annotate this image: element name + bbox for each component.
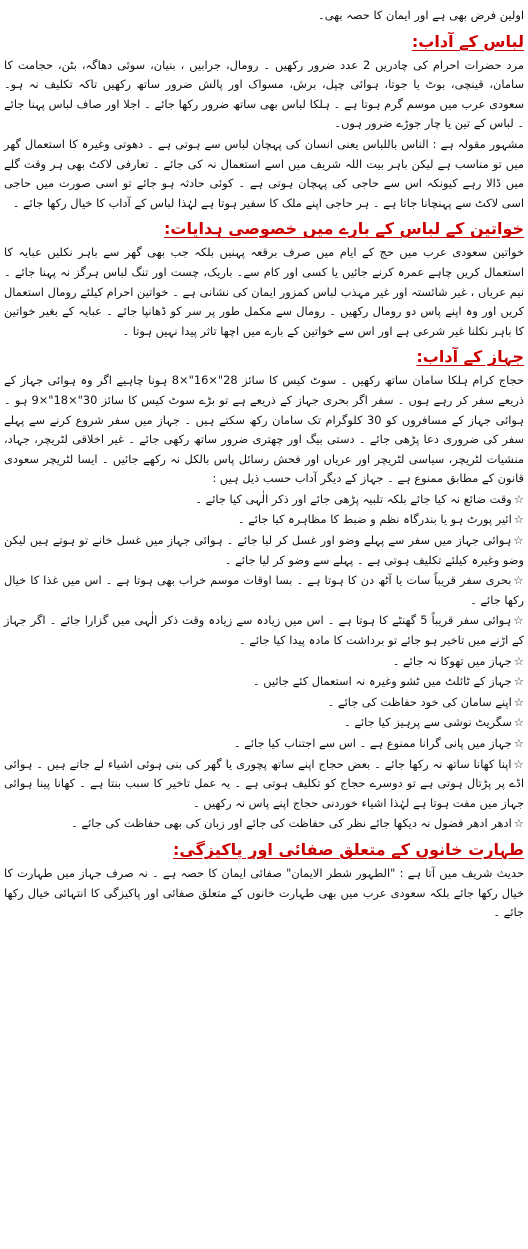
paragraph: خواتین سعودی عرب میں حج کے ایام میں صرف برقعہ پہنیں بلکہ جب بھی گھر سے باہر نکلیں عبایہ کا استعمال کریں چاہے عمرہ کرنے جائیں یا کسی اور کام سے۔ باریک، چست اور تنگ لباس ہرگز نہ پہنا جائے ۔ نیم عریاں ، غیر شائستہ اور غیر مہذب لباس کمزور ایمان کی نشانی ہے ۔ خواتین احرام کیلئے رومال استعمال کریں اور وہ اپنے پاس دو رومال رکھیں ۔ رومال سے مکمل طور پر سر کو ڈھانپا جائے ۔ عبایہ کے بغیر خواتین کا باہر نکلنا غیر شرعی ہے اور اس سے خواتین کے بارے میں اچھا تاثر پیدا نہیں ہوتا ۔	[4, 245, 524, 338]
star-icon: ☆	[513, 613, 524, 628]
list-item-text: جہاز کے ٹائلٹ میں ٹشو وغیرہ نہ استعمال کئے جائیں ۔	[252, 674, 512, 689]
list-item-text: ائیر پورٹ ہو یا بندرگاہ نظم و ضبط کا مظاہرہ کیا جائے ۔	[237, 512, 512, 527]
paragraph: حجاج کرام ہلکا سامان ساتھ رکھیں ۔ سوٹ کیس کا سائز 28"×16"×8 ہونا چاہیے اگر وہ ہوائی جہاز کے ذریعے سفر کر رہے ہوں ۔ سفر اگر بحری جہاز کے ذریعے ہے تو بڑے سوٹ کیس کا سائز 30"×18"×9 ہو ۔ ہوائی جہاز کے مسافروں کو 30 کلوگرام تک سامان رکھ سکتے ہیں ۔ جہاز میں سفر شروع کرنے سے پہلے سفر کی ضروری دعا پڑھی جائے ۔ دستی بیگ اور چھتری ضرور ساتھ رکھی جائے ۔ غیر اخلاقی لٹریچر، جہاد، منشیات لٹریچر، سیاسی لٹریچر اور عریاں اور فحش رسائل پاس بالکل نہ رکھے جائیں ۔ ایسا لٹریچر سعودی قانون کے مطابق ممنوع ہے ۔ جہاز کے دیگر آداب حسب ذیل ہیں :	[4, 373, 524, 486]
star-icon: ☆	[513, 736, 524, 750]
star-icon: ☆	[513, 715, 524, 730]
list-item-text: ادھر ادھر فضول نہ دیکھا جائے نظر کی حفاظت کی جائے اور زبان کی بھی حفاظت کی جائے ۔	[71, 816, 512, 831]
intro-line: اولین فرض بھی ہے اور ایمان کا حصہ بھی۔	[318, 8, 524, 22]
list-item	[4, 652, 524, 672]
heading-washroom-cleanliness: طہارت خانوں کے متعلق صفائی اور پاکیزگی:	[172, 839, 524, 859]
star-icon: ☆	[513, 694, 524, 709]
list-item-text: جہاز میں پانی گرانا ممنوع ہے ۔ اس سے اجتناب کیا جائے ۔	[233, 736, 512, 750]
star-icon: ☆	[513, 491, 524, 506]
list-item-text: وقت ضائع نہ کیا جائے بلکہ تلبیہ پڑھی جائے اور ذکر الٰہی کیا جائے ۔	[195, 491, 512, 506]
list-item-text: بحری سفر قریباً سات یا آٹھ دن کا ہوتا ہے ۔ بسا اوقات موسم خراب بھی ہوتا ہے ۔ اس میں غذا کا خیال رکھا جائے ۔	[4, 573, 524, 607]
list-item	[4, 713, 524, 733]
list-item	[4, 672, 524, 692]
star-icon: ☆	[513, 533, 525, 548]
list-item-text: ہوائی جہاز میں سفر سے پہلے وضو اور غسل کر لیا جائے ۔ ہوائی جہاز میں غسل خانے تو ہوتے ہیں لیکن وضو وغیرہ کیلئے تکلیف ہوتی ہے ۔ پہلے سے وضو کر لیا جائے ۔	[4, 533, 524, 567]
star-icon: ☆	[513, 573, 524, 588]
etiquette-list	[4, 490, 524, 834]
heading-plane-etiquette: جہاز کے آداب:	[416, 347, 524, 367]
list-item	[4, 693, 524, 713]
heading-women-clothing: خواتین کے لباس کے بارے میں خصوصی ہدایات:	[164, 219, 524, 239]
list-item	[4, 490, 524, 510]
paragraph: حدیث شریف میں آتا ہے : "الطہور شطر الایمان" صفائی ایمان کا حصہ ہے ۔ نہ صرف جہاز میں طہارت کا خیال رکھا جائے بلکہ سعودی عرب میں بھی طہارت خانوں کے متعلق صفائی اور پاکیزگی کا انتہائی خیال رکھا جائے ۔	[4, 865, 524, 920]
list-item-text: ہوائی سفر قریباً 5 گھنٹے کا ہوتا ہے ۔ اس میں زیادہ سے زیادہ وقت ذکر الٰہی میں گزارا جائے ۔ اگر جہاز کے اڑنے میں تاخیر ہو جائے تو برداشت کا مادہ پیدا کیا جائے ۔	[4, 613, 524, 648]
list-item	[4, 571, 524, 610]
heading-clothing-etiquette: لباس کے آداب:	[411, 31, 524, 51]
star-icon: ☆	[513, 674, 524, 689]
list-item	[4, 531, 524, 570]
star-icon: ☆	[513, 653, 524, 668]
paragraph: مشہور مقولہ ہے : الناس باللباس یعنی انسان کی پہچان لباس سے ہوتی ہے ۔ دھوتی وغیرہ کا استعمال گھر میں تو مناسب ہے لیکن باہر بیت اللہ شریف میں اسے استعمال نہ کی جائے ۔ تعارفی لاکٹ بھی ہر وقت گلے میں ڈالا رہے کیونکہ اس سے حاجی کی پہچان ہوتی ہے ۔ کوئی حادثہ ہو جائے تو اسی صورت میں حاجی اسی لاکٹ سے پہنچانا جاتا ہے ۔ ہر حاجی اپنے ملک کا سفیر ہوتا ہے لہٰذا لباس کے آداب کا خیال رکھا جائے ۔	[4, 136, 524, 210]
star-icon: ☆	[513, 756, 524, 771]
star-icon: ☆	[513, 512, 524, 527]
list-item	[4, 611, 524, 650]
list-item-text: اپنا کھانا ساتھ نہ رکھا جائے ۔ بعض حجاج اپنے ساتھ پچوری یا گھر کی بنی ہوئی اشیاء لے جاتے ہیں ۔ ہوائی اڈے پر پڑتال ہوتی ہے تو دوسرے حجاج کو تکلیف ہوتی ہے ۔ یہ عمل تاخیر کا سبب بنتا ہے ۔ کھانا پینا ہوائی جہاز میں مفت ہوتا ہے لہٰذا اشیاء خوردنی حجاج اپنے پاس نہ رکھیں ۔	[4, 756, 524, 810]
list-item	[4, 510, 524, 530]
list-item-text: سگریٹ نوشی سے پرہیز کیا جائے ۔	[344, 715, 512, 730]
star-icon: ☆	[513, 816, 524, 831]
list-item	[4, 734, 524, 754]
list-item-text: جہاز میں تھوکا نہ جائے ۔	[392, 653, 512, 668]
list-item	[4, 755, 524, 814]
document-page	[2, 0, 526, 923]
list-item-text: اپنے سامان کی خود حفاظت کی جائے ۔	[327, 694, 512, 709]
list-item	[4, 814, 524, 834]
paragraph: مرد حضرات احرام کی چادریں 2 عدد ضرور رکھیں ۔ رومال، جرابیں ، بنیان، سوئی دھاگہ، بٹن، حجامت کا سامان، قینچی، بوٹ یا جوتا، ہوائی چپل، برش، مسواک اور پالش ضرور ساتھ رکھیں تاکہ تکلیف نہ ہو۔ سعودی عرب میں موسم گرم ہوتا ہے ۔ ہلکا لباس بھی ساتھ ضرور رکھا جائے ۔ اجلا اور صاف لباس پہنا جائے ۔ لباس کے تین یا چار جوڑے ضرور ہوں۔	[4, 57, 524, 131]
